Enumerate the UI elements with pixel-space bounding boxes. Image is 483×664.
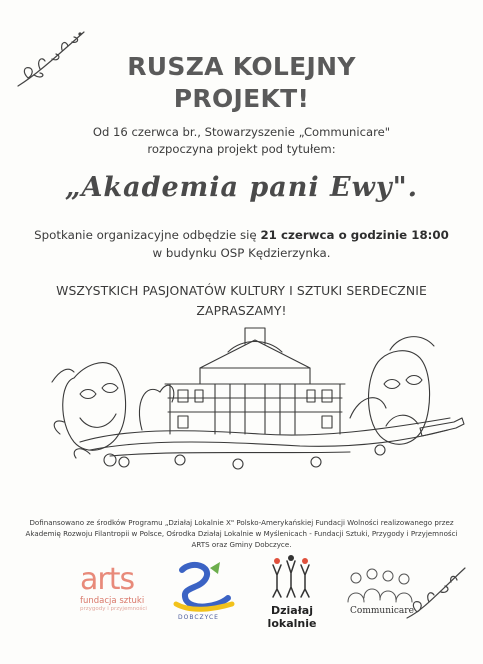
headline-line-2: PROJEKT! (173, 84, 310, 113)
communicare-label: Communicare (350, 606, 414, 616)
meeting-date-time: 21 czerwca o godzinie 18:00 (260, 228, 449, 242)
corner-ornament-icon (405, 566, 469, 622)
invitation-line-1: WSZYSTKICH PASJONATÓW KULTURY I SZTUKI SERDECZNIE (56, 283, 427, 298)
intro-line-2: rozpoczyna projekt pod tytułem: (147, 142, 336, 156)
arts-logo-word: arts (80, 562, 135, 597)
theatre-masks-manor-illustration (50, 322, 470, 482)
dobczyce-emblem-icon (172, 560, 242, 614)
people-figures-icon (267, 555, 317, 599)
meeting-location: w budynku OSP Kędzierzynka. (152, 246, 331, 260)
intro-line-1: Od 16 czerwca br., Stowarzyszenie „Communicare" (92, 125, 391, 139)
dobczyce-logo (172, 560, 242, 628)
funding-statement: Dofinansowano ze środków Programu „Działaj Lokalnie X" Polsko-Amerykańskiej Fundacji Wolności realizowanego przez Akademię Rozwoju Filantropii w Polsce, Ośrodka Działaj Lokalnie w Myślenicach - Fundacji Sztuki, Przygody i Przyjemności ARTS oraz Gminy Dobczyce. (25, 518, 458, 549)
arts-logo-subtitle: fundacja sztuki (80, 596, 145, 606)
dobczyce-label: DOBCZYCE (178, 614, 219, 621)
project-name: „Akademia pani Ewy". (64, 172, 419, 203)
meeting-line-1 (0, 228, 483, 242)
dzialaj-lokalnie-logo (262, 555, 322, 630)
meeting-prefix: Spotkanie organizacyjne odbędzie się (34, 228, 257, 242)
lokalnie-word: lokalnie (267, 617, 317, 630)
invitation-line-2: ZAPRASZAMY! (196, 303, 287, 318)
arts-logo-tagline: przygody i przyjemności (80, 606, 147, 612)
dzialaj-word: Działaj (270, 604, 313, 617)
headline-line-1: RUSZA KOLEJNY (127, 52, 356, 81)
arts-logo (80, 562, 160, 627)
